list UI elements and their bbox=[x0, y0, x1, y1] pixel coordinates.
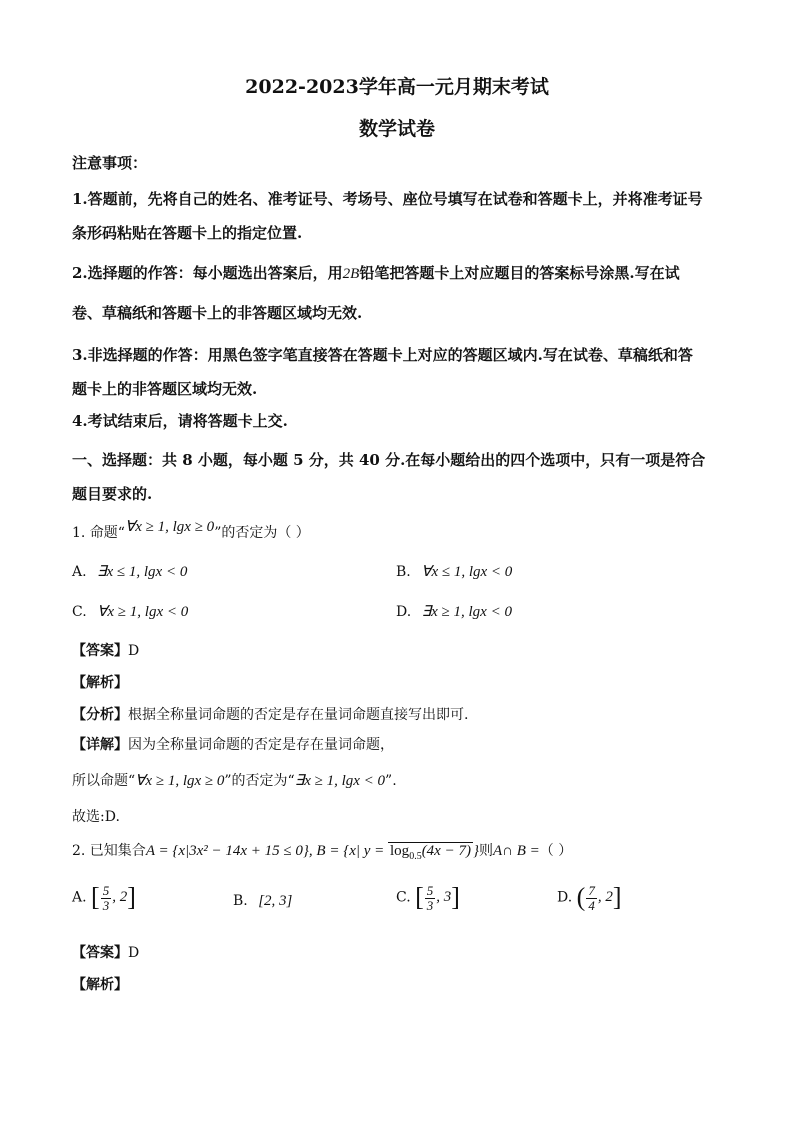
q2-sqrt bbox=[388, 842, 473, 862]
q2-stem-pre: 2. 已知集合 bbox=[72, 843, 146, 859]
q1-stem-post: ”的否定为（ ） bbox=[214, 525, 310, 541]
q2-option-c-num: 5 bbox=[426, 882, 434, 898]
q2-stem-post: （ ） bbox=[539, 843, 573, 859]
q1-fenxi-text: 根据全称量词命题的否定是存在量词命题直接写出即可. bbox=[128, 707, 469, 723]
q1-detail-tag: 【详解】 bbox=[72, 737, 128, 753]
q1-option-a-label: A. bbox=[72, 564, 87, 580]
q1-detail-pre: 所以命题“ bbox=[72, 773, 136, 789]
q2-log: log bbox=[390, 843, 410, 859]
note-2-line-1 bbox=[72, 262, 680, 283]
q1-detail-math-1: ∀x ≥ 1, lgx ≥ 0 bbox=[135, 773, 225, 789]
q1-option-d bbox=[396, 602, 512, 621]
q2-option-d bbox=[557, 883, 621, 913]
section-1-line-1: 一、选择题：共 8 小题，每小题 5 分，共 40 分.在每小题给出的四个选项中，只有一项是符合 bbox=[72, 451, 706, 469]
q2-option-c-label: C. bbox=[396, 889, 411, 906]
q2-option-d-math: ( $\frac{7}{4}$ , 2] bbox=[576, 882, 622, 913]
q1-stem-pre: 1. 命题“ bbox=[72, 525, 125, 541]
q2-option-c bbox=[396, 883, 460, 913]
q1-fenxi bbox=[72, 704, 468, 724]
q2-set-a: A = {x|3x² − 14x + 15 ≤ 0} bbox=[145, 843, 309, 859]
q1-option-a-math: ∃x ≤ 1, lgx < 0 bbox=[97, 564, 188, 580]
q2-option-c-den: 3 bbox=[426, 897, 434, 913]
q2-option-d-label: D. bbox=[557, 889, 573, 906]
note-2-line-2: 卷、草稿纸和答题卡上的非答题区域均无效. bbox=[72, 304, 363, 322]
note-2-text-b: 铅笔把答题卡上对应题目的答案标号涂黑.写在试 bbox=[359, 264, 680, 282]
q2-answer-tag: 【答案】 bbox=[72, 945, 128, 961]
q2-analysis-tag: 【解析】 bbox=[72, 977, 128, 993]
q1-option-d-label: D. bbox=[396, 604, 412, 620]
q2-set-b-pre: , B = {x| y = bbox=[308, 843, 389, 859]
q1-detail-math-2: ∃x ≥ 1, lgx < 0 bbox=[294, 773, 386, 789]
q1-detail bbox=[72, 734, 394, 754]
q1-detail-mid: ”的否定为“ bbox=[224, 773, 295, 789]
q1-option-a bbox=[72, 562, 187, 581]
q1-answer-tag: 【答案】 bbox=[72, 643, 128, 659]
notes-heading: 注意事项： bbox=[72, 154, 148, 172]
note-2-math: 2B bbox=[342, 266, 360, 282]
q1-answer bbox=[72, 640, 139, 660]
page-title: 2022-2023学年高一元月期末考试 bbox=[245, 76, 549, 98]
q2-stem-mid: 则 bbox=[478, 843, 493, 859]
q1-stem-math: ∀x ≥ 1, lgx ≥ 0 bbox=[124, 519, 215, 535]
q2-option-d-rest: , 2 bbox=[597, 889, 613, 906]
q2-option-a bbox=[72, 883, 136, 913]
q2-option-c-math: [ $\frac{5}{3}$ , 3] bbox=[415, 882, 460, 913]
q2-option-a-label: A. bbox=[72, 889, 87, 906]
q1-option-c-label: C. bbox=[72, 604, 87, 620]
note-4: 4.考试结束后，请将答题卡上交. bbox=[72, 412, 288, 430]
q1-answer-value: D bbox=[128, 643, 140, 659]
q2-option-a-den: 3 bbox=[102, 897, 110, 913]
page-subtitle: 数学试卷 bbox=[358, 118, 435, 140]
q2-stem bbox=[72, 840, 572, 862]
q2-option-d-den: 4 bbox=[588, 897, 595, 913]
q2-option-a-num: 5 bbox=[102, 882, 110, 898]
q1-fenxi-tag: 【分析】 bbox=[72, 707, 128, 723]
note-1-line-2: 条形码粘贴在答题卡上的指定位置. bbox=[72, 224, 303, 242]
q1-detail-line bbox=[72, 770, 397, 790]
q1-option-b-math: ∀x ≤ 1, lgx < 0 bbox=[421, 564, 513, 580]
q2-log-base: 0.5 bbox=[409, 851, 422, 862]
q2-option-a-rest: , 2 bbox=[112, 889, 128, 906]
q1-option-d-math: ∃x ≥ 1, lgx < 0 bbox=[421, 604, 512, 620]
q1-option-c-math: ∀x ≥ 1, lgx < 0 bbox=[97, 604, 189, 620]
note-3-line-1: 3.非选择题的作答：用黑色签字笔直接答在答题卡上对应的答题区域内.写在试卷、草稿纸和答 bbox=[72, 346, 693, 364]
note-3-line-2: 题卡上的非答题区域均无效. bbox=[72, 380, 258, 398]
q2-option-b-math: [2, 3] bbox=[258, 893, 293, 909]
q2-intersection: A∩ B = bbox=[492, 843, 540, 859]
note-2-text-a: 2.选择题的作答：每小题选出答案后，用 bbox=[72, 264, 343, 282]
q2-set-b-post: } bbox=[472, 843, 479, 859]
q1-detail-post: ”. bbox=[385, 773, 397, 789]
q1-option-b-label: B. bbox=[396, 564, 411, 580]
q2-log-arg: (4x − 7) bbox=[421, 843, 471, 859]
q1-option-b bbox=[396, 562, 512, 581]
q2-answer-value: D bbox=[128, 945, 140, 961]
q1-analysis-tag: 【解析】 bbox=[72, 675, 128, 691]
q2-option-c-rest: , 3 bbox=[436, 889, 452, 906]
section-1-line-2: 题目要求的. bbox=[72, 485, 153, 503]
q1-stem bbox=[72, 519, 310, 542]
q1-detail-text: 因为全称量词命题的否定是存在量词命题， bbox=[128, 737, 394, 753]
q2-option-d-num: 7 bbox=[588, 882, 595, 898]
q2-option-b-label: B. bbox=[233, 893, 248, 909]
q2-option-a-math: [ $\frac{5}{3}$ , 2] bbox=[91, 882, 136, 913]
q2-option-b bbox=[233, 893, 292, 910]
q2-answer bbox=[72, 942, 139, 962]
note-1-line-1: 1.答题前，先将自己的姓名、准考证号、考场号、座位号填写在试卷和答题卡上，并将准考证号 bbox=[72, 190, 703, 208]
q1-option-c bbox=[72, 602, 188, 621]
q1-choose: 故选:D. bbox=[72, 809, 120, 825]
